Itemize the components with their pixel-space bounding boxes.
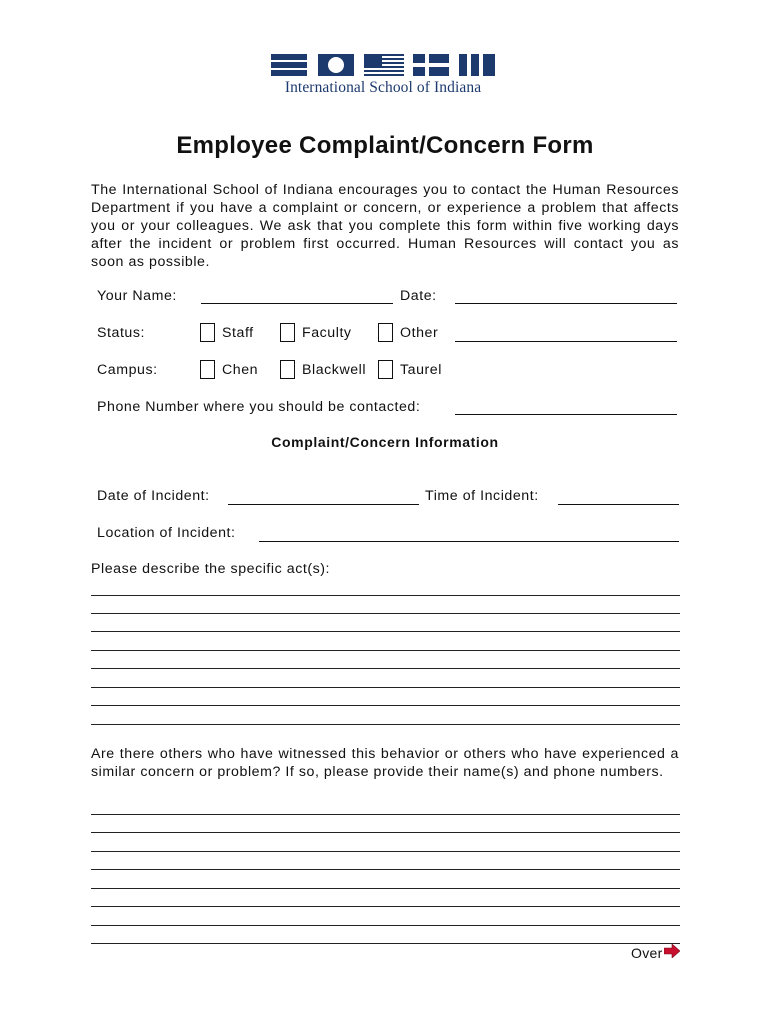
describe-line[interactable]	[91, 687, 680, 688]
status-staff-label: Staff	[222, 325, 254, 341]
complaint-section-title: Complaint/Concern Information	[271, 434, 499, 450]
status-other-field[interactable]	[455, 341, 677, 342]
incident-time-label: Time of Incident:	[425, 488, 539, 504]
describe-line[interactable]	[91, 724, 680, 725]
witness-line[interactable]	[91, 814, 680, 815]
campus-blackwell-label: Blackwell	[302, 362, 367, 378]
status-other-label: Other	[400, 325, 439, 341]
incident-location-field[interactable]	[259, 541, 679, 542]
witness-line[interactable]	[91, 851, 680, 852]
status-label: Status:	[97, 325, 146, 341]
date-field[interactable]	[455, 303, 677, 304]
campus-chen-checkbox[interactable]	[200, 360, 215, 379]
intro-paragraph: The International School of Indiana encourages you to contact the Human Resources Department if you have a complaint or concern, or experience a problem that affects you or your colleagues. We ask that you complete this form within five working days after the incident or problem first occurred. Human Resources will contact you as soon as possible.	[91, 182, 679, 270]
incident-date-field[interactable]	[228, 504, 419, 505]
witness-line[interactable]	[91, 925, 680, 926]
incident-date-label: Date of Incident:	[97, 488, 210, 504]
school-logo	[271, 54, 495, 76]
describe-line[interactable]	[91, 705, 680, 706]
campus-blackwell-checkbox[interactable]	[280, 360, 295, 379]
campus-taurel-label: Taurel	[400, 362, 442, 378]
witness-prompt: Are there others who have witnessed this behavior or others who have experienced a similar concern or problem? If so, please provide their name(s) and phone numbers.	[91, 746, 679, 780]
campus-taurel-checkbox[interactable]	[378, 360, 393, 379]
status-staff-checkbox[interactable]	[200, 323, 215, 342]
status-other-checkbox[interactable]	[378, 323, 393, 342]
logo-flag-marks	[271, 54, 495, 76]
witness-line[interactable]	[91, 888, 680, 889]
witness-line[interactable]	[91, 869, 680, 870]
campus-label: Campus:	[97, 362, 158, 378]
your-name-label: Your Name:	[97, 288, 177, 304]
witness-line[interactable]	[91, 906, 680, 907]
describe-line[interactable]	[91, 668, 680, 669]
describe-line[interactable]	[91, 613, 680, 614]
phone-label: Phone Number where you should be contacted:	[97, 399, 421, 415]
status-faculty-label: Faculty	[302, 325, 352, 341]
describe-line[interactable]	[91, 650, 680, 651]
form-title: Employee Complaint/Concern Form	[176, 132, 594, 159]
witness-line[interactable]	[91, 832, 680, 833]
campus-chen-label: Chen	[222, 362, 259, 378]
status-faculty-checkbox[interactable]	[280, 323, 295, 342]
date-label: Date:	[400, 288, 437, 304]
describe-line[interactable]	[91, 595, 680, 596]
incident-time-field[interactable]	[558, 504, 679, 505]
describe-line[interactable]	[91, 631, 680, 632]
describe-prompt: Please describe the specific act(s):	[91, 561, 331, 577]
over-label: Over	[631, 945, 663, 961]
your-name-field[interactable]	[201, 303, 393, 304]
logo-text: International School of Indiana	[284, 79, 482, 96]
arrow-right-icon	[664, 944, 680, 958]
phone-field[interactable]	[455, 414, 677, 415]
incident-location-label: Location of Incident:	[97, 525, 236, 541]
witness-line[interactable]	[91, 943, 680, 944]
